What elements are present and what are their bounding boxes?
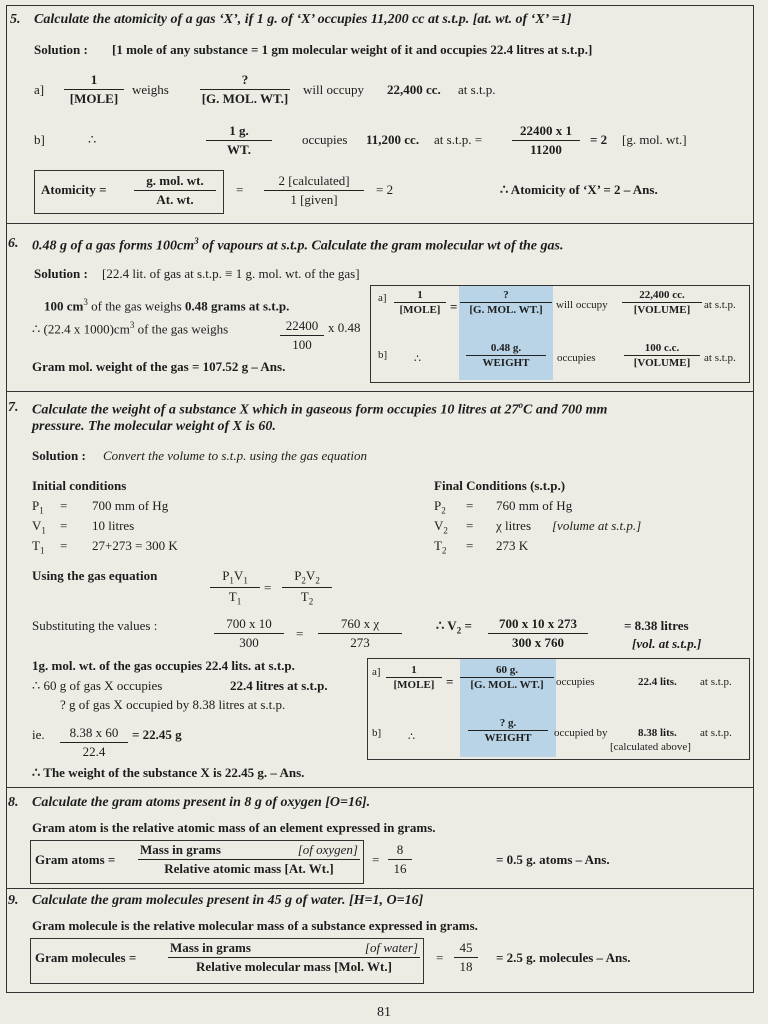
q7-box-a-stp: at s.t.p.: [700, 676, 732, 688]
q5-number: 5.: [10, 12, 21, 27]
q5-a-gmolwt-num: ?: [200, 72, 290, 90]
q7-v2-num: 700 x 10 x 273: [488, 616, 588, 634]
q7-subst-f1-den: 300: [239, 635, 259, 650]
q7-answer: ∴ The weight of the substance X is 22.45 g. – Ans.: [32, 765, 305, 780]
q9-definition: Gram molecule is the relative molecular mass of a substance expressed in grams.: [32, 918, 478, 933]
q7-question-sup: o: [518, 400, 524, 410]
q5-atomicity-num: g. mol. wt.: [134, 173, 216, 191]
q7-initial-p1: $P_1$: [32, 498, 44, 516]
q6-box-a-den: [MOLE]: [399, 304, 441, 316]
q5-question: Calculate the atomicity of a gas ‘X’, if 1 g. of ‘X’ occupies 11,200 cc at s.t.p. [at. wt. of ‘X’ =1]: [34, 12, 572, 27]
q6-box-b-label: b]: [378, 349, 388, 361]
q5-a-mole-fraction: [64, 72, 124, 107]
q9-val-num: 45: [454, 940, 478, 958]
q7-box-a-mole-fraction: [386, 664, 442, 691]
q7-box-b-therefore: ∴: [408, 731, 415, 743]
q7-gas-eq-label: Using the gas equation: [32, 568, 158, 583]
q7-box-b-label: b]: [372, 727, 382, 739]
q7-subst-f1-num: 700 x 10: [214, 616, 284, 634]
q7-subst-fraction-2: [318, 616, 402, 651]
q6-box-a-volume-fraction: [622, 289, 702, 316]
q6-line1-b: of the gas weighs: [87, 298, 185, 314]
q5-a-weighs: weighs: [132, 82, 169, 97]
q8-val-num: 8: [388, 842, 412, 860]
q6-box-b-volume-fraction: [624, 342, 700, 369]
q7-initial-v1-val: 10 litres: [92, 518, 135, 533]
q7-line-a: 1g. mol. wt. of the gas occupies 22.4 lits. at s.t.p.: [32, 658, 295, 673]
q7-subst-f2-num: 760 x χ: [318, 616, 402, 634]
q7-final-title: Final Conditions (s.t.p.): [434, 478, 566, 493]
q6-box-a-vol-num: 22,400 cc.: [622, 289, 702, 303]
q7-box-b-num: ? g.: [468, 717, 548, 731]
q9-value-fraction: [454, 940, 478, 975]
q5-answer: ∴ Atomicity of ‘X’ = 2 – Ans.: [500, 182, 658, 197]
q7-solution-text: Convert the volume to s.t.p. using the gas equation: [103, 448, 367, 463]
q5-atomicity-calc-num: 2 [calculated]: [264, 173, 364, 191]
q8-number: 8.: [8, 795, 19, 810]
q8-formula-den: Relative atomic mass [At. Wt.]: [164, 861, 334, 876]
q7-final-v2: $V_2$: [434, 518, 448, 536]
q7-solution-label: Solution :: [32, 448, 86, 463]
q7-box-a-den: [MOLE]: [393, 679, 435, 691]
q5-a-stp: at s.t.p.: [458, 82, 496, 97]
q5-atomicity-den: At. wt.: [156, 192, 194, 207]
q6-solution-text: [22.4 lit. of gas at s.t.p. ≡ 1 g. mol. wt. of the gas]: [102, 266, 360, 281]
q6-line2-b: of the gas weighs: [134, 321, 229, 337]
q5-b-wt-den: WT.: [227, 142, 251, 157]
q7-v2-fraction: [488, 616, 588, 651]
q5-a-label: a]: [34, 82, 45, 97]
q6-box-a-q-den: [G. MOL. WT.]: [469, 304, 543, 316]
q7-v2-note: [vol. at s.t.p.]: [632, 636, 702, 651]
q6-box-a-stp: at s.t.p.: [704, 299, 736, 311]
q6-line1-c: 0.48 grams at s.t.p.: [184, 298, 290, 314]
q9-val-den: 18: [459, 959, 473, 974]
q7-gas-eq-rhs: [282, 568, 332, 606]
q9-label: Gram molecules =: [35, 950, 137, 965]
q5-b-calc-den: 11200: [530, 142, 562, 157]
q7-final-p2: $P_2$: [434, 498, 446, 516]
separator-q8-q9: [6, 888, 754, 889]
q6-box-a-q-num: ?: [460, 289, 552, 303]
q6-question-sup: 3: [194, 236, 199, 246]
q6-number: 6.: [8, 236, 19, 251]
q6-box-b-weight-fraction: [466, 342, 546, 369]
q7-ie-label: ie.: [32, 727, 45, 742]
q5-a-gmolwt-fraction: [200, 72, 290, 107]
q7-box-b-occupied: occupied by: [554, 727, 608, 739]
q6-line2-a: ∴ (22.4 x 1000)cm: [32, 321, 130, 337]
q5-atomicity-label: Atomicity =: [41, 182, 107, 197]
q7-final-t2-eq: =: [466, 538, 474, 553]
q7-final-p2-val: 760 mm of Hg: [496, 498, 573, 513]
q7-box-b-volume: 8.38 lits.: [638, 727, 677, 739]
q7-initial-t1: $T_1$: [32, 538, 45, 556]
q7-gas-eq-lhs: [210, 568, 260, 606]
q6-line2-frac-num: 22400: [280, 318, 324, 336]
q6-line1-a: 100 cm: [44, 298, 84, 314]
q8-definition: Gram atom is the relative atomic mass of an element expressed in grams.: [32, 820, 436, 835]
q5-b-therefore: ∴: [88, 132, 97, 147]
q5-b-label: b]: [34, 132, 45, 147]
q8-formula-num: Mass in grams [of oxygen]: [138, 842, 360, 860]
q7-final-t2-val: 273 K: [496, 538, 529, 553]
q5-atomicity-fraction: [134, 173, 216, 208]
q5-b-wt-num: 1 g.: [206, 123, 272, 141]
q5-a-mole-num: 1: [64, 72, 124, 90]
q9-question: Calculate the gram molecules present in 45 g of water. [H=1, O=16]: [32, 893, 424, 908]
q5-atomicity-result: = 2: [376, 182, 394, 197]
q6-question: [32, 236, 563, 255]
q7-final-v2-note: [volume at s.t.p.]: [552, 518, 642, 533]
page-number: 81: [377, 1005, 391, 1020]
q7-final-p2-eq: =: [466, 498, 474, 513]
q7-line-b1: ∴ 60 g of gas X occupies: [32, 678, 163, 693]
q9-eq: =: [436, 950, 444, 965]
q7-v2-den: 300 x 760: [512, 635, 564, 650]
q6-box-a-mole-fraction: [394, 289, 446, 316]
q7-initial-p1-val: 700 mm of Hg: [92, 498, 169, 513]
q7-gas-eq-lhs-num: $P_1V_1$: [210, 568, 260, 588]
q9-formula-num: Mass in grams [of water]: [168, 940, 420, 958]
q7-box-b-den: WEIGHT: [484, 732, 532, 744]
q7-ie-den: 22.4: [82, 744, 106, 759]
q9-answer: = 2.5 g. molecules – Ans.: [496, 950, 631, 965]
q6-box-b-vol-num: 100 c.c.: [624, 342, 700, 356]
q6-line2-fraction: [280, 318, 324, 353]
q5-a-gmolwt-den: [G. MOL. WT.]: [201, 91, 289, 106]
q5-solution-text: [1 mole of any substance = 1 gm molecular weight of it and occupies 22.4 litres at s.t.p.]: [112, 42, 593, 57]
q6-line2-frac-den: 100: [292, 337, 312, 352]
q7-box-eq: =: [446, 674, 454, 689]
q7-question-line2: pressure. The molecular weight of X is 60.: [32, 419, 276, 434]
q6-solution-label: Solution :: [34, 266, 88, 281]
q7-final-v2-val: χ litres: [496, 518, 532, 533]
q6-box-eq: =: [450, 299, 458, 314]
q7-box-a-occupies: occupies: [556, 676, 595, 688]
q7-question-b: C and 700 mm: [523, 402, 608, 418]
q6-line1: [44, 297, 289, 314]
q7-initial-t1-eq: =: [60, 538, 68, 553]
q7-gas-eq-lhs-den: $T_1$: [228, 588, 242, 607]
q8-label: Gram atoms =: [35, 852, 116, 867]
q7-line-c: ? g of gas X occupied by 8.38 litres at s.t.p.: [60, 697, 286, 712]
q7-box-a-g-den: [G. MOL. WT.]: [470, 679, 544, 691]
q6-result: Gram mol. weight of the gas = 107.52 g – Ans.: [32, 359, 286, 374]
q6-box-b-therefore: ∴: [414, 353, 421, 365]
q6-box-b-stp: at s.t.p.: [704, 352, 736, 364]
q7-initial-v1: $V_1$: [32, 518, 46, 536]
separator-q7-q8: [6, 787, 754, 788]
q7-initial-v1-eq: =: [60, 518, 68, 533]
q9-number: 9.: [8, 893, 19, 908]
q7-initial-title: Initial conditions: [32, 478, 127, 493]
q7-final-v2-eq: =: [466, 518, 474, 533]
q6-box-a-gmolwt-fraction: [460, 289, 552, 316]
q8-eq: =: [372, 852, 380, 867]
q8-answer: = 0.5 g. atoms – Ans.: [496, 852, 610, 867]
q7-box-a-gmolwt-fraction: [460, 664, 554, 691]
q6-line2: [32, 320, 228, 337]
q7-box-a-label: a]: [372, 666, 381, 678]
q5-a-volume: 22,400 cc.: [387, 82, 441, 97]
q7-gas-eq-rhs-den: $T_2$: [300, 588, 314, 607]
q7-box-b-stp: at s.t.p.: [700, 727, 732, 739]
q6-box-a-vol-den: [VOLUME]: [633, 304, 691, 316]
q7-box-a-volume: 22.4 lits.: [638, 676, 677, 688]
q7-subst-eq: =: [296, 626, 304, 641]
q7-initial-t1-val: 27+273 = 300 K: [92, 538, 178, 553]
q5-atomicity-calc-fraction: [264, 173, 364, 208]
q8-val-den: 16: [393, 861, 407, 876]
q6-box-b-occupies: occupies: [557, 352, 596, 364]
q7-gas-eq-eq: =: [264, 580, 272, 595]
q6-box-a-occupy: will occupy: [556, 299, 608, 311]
q5-a-occupy: will occupy: [303, 82, 365, 97]
q7-ie-fraction: [60, 725, 128, 760]
q9-formula-den: Relative molecular mass [Mol. Wt.]: [196, 959, 392, 974]
q6-line1-sup: 3: [83, 297, 88, 307]
q5-b-wt-fraction: [206, 123, 272, 158]
separator-q5-q6: [6, 223, 754, 224]
q6-question-b: of vapours at s.t.p. Calculate the gram molecular wt of the gas.: [198, 238, 564, 254]
q6-box-b-num: 0.48 g.: [466, 342, 546, 356]
q8-value-fraction: [388, 842, 412, 877]
q5-b-occupies: occupies: [302, 132, 348, 147]
q6-line2-sup: 3: [129, 320, 135, 330]
q5-b-calc-fraction: [512, 123, 580, 158]
q5-solution-label: Solution :: [34, 42, 88, 57]
q7-gas-eq-rhs-num: $P_2V_2$: [282, 568, 332, 588]
q5-atomicity-eq: =: [236, 182, 244, 197]
q7-ie-result: = 22.45 g: [132, 727, 182, 742]
q7-box-b-note: [calculated above]: [610, 741, 691, 753]
q7-final-t2: $T_2$: [434, 538, 447, 556]
q7-subst-f2-den: 273: [350, 635, 370, 650]
q7-subst-label: Substituting the values :: [32, 618, 158, 633]
q7-v2-result: = 8.38 litres: [624, 618, 689, 633]
q6-box-b-den: WEIGHT: [482, 357, 530, 369]
q9-formula-fraction: [168, 940, 420, 975]
q7-initial-p1-eq: =: [60, 498, 68, 513]
q6-question-a: 0.48 g of a gas forms 100cm: [32, 238, 195, 254]
q7-ie-num: 8.38 x 60: [60, 725, 128, 743]
q6-box-a-label: a]: [378, 292, 387, 304]
q8-question: Calculate the gram atoms present in 8 g of oxygen [O=16].: [32, 795, 371, 810]
q7-number: 7.: [8, 400, 19, 415]
q7-question-line1: [32, 400, 607, 419]
q6-box-b-vol-den: [VOLUME]: [633, 357, 691, 369]
q7-box-a-num: 1: [386, 664, 442, 678]
q5-b-result-unit: [g. mol. wt.]: [622, 132, 687, 147]
q7-line-b2: 22.4 litres at s.t.p.: [230, 678, 328, 693]
q8-formula-fraction: [138, 842, 360, 877]
q5-a-mole-den: [MOLE]: [69, 91, 119, 106]
q7-subst-fraction-1: [214, 616, 284, 651]
q5-b-calc-num: 22400 x 1: [512, 123, 580, 141]
q5-b-stp: at s.t.p. =: [434, 132, 483, 147]
q7-box-a-g-num: 60 g.: [460, 664, 554, 678]
q7-question-a: Calculate the weight of a substance X which in gaseous form occupies 10 litres at 27: [32, 402, 519, 418]
separator-q6-q7: [6, 391, 754, 392]
q6-line2-mult: x 0.48: [328, 320, 361, 335]
q6-box-a-num: 1: [394, 289, 446, 303]
q5-b-result-val: = 2: [590, 132, 608, 147]
q7-v2-label: ∴ $V_2$ =: [436, 618, 472, 636]
q5-atomicity-calc-den: 1 [given]: [290, 192, 338, 207]
q5-b-volume: 11,200 cc.: [366, 132, 420, 147]
q7-box-b-weight-fraction: [468, 717, 548, 744]
